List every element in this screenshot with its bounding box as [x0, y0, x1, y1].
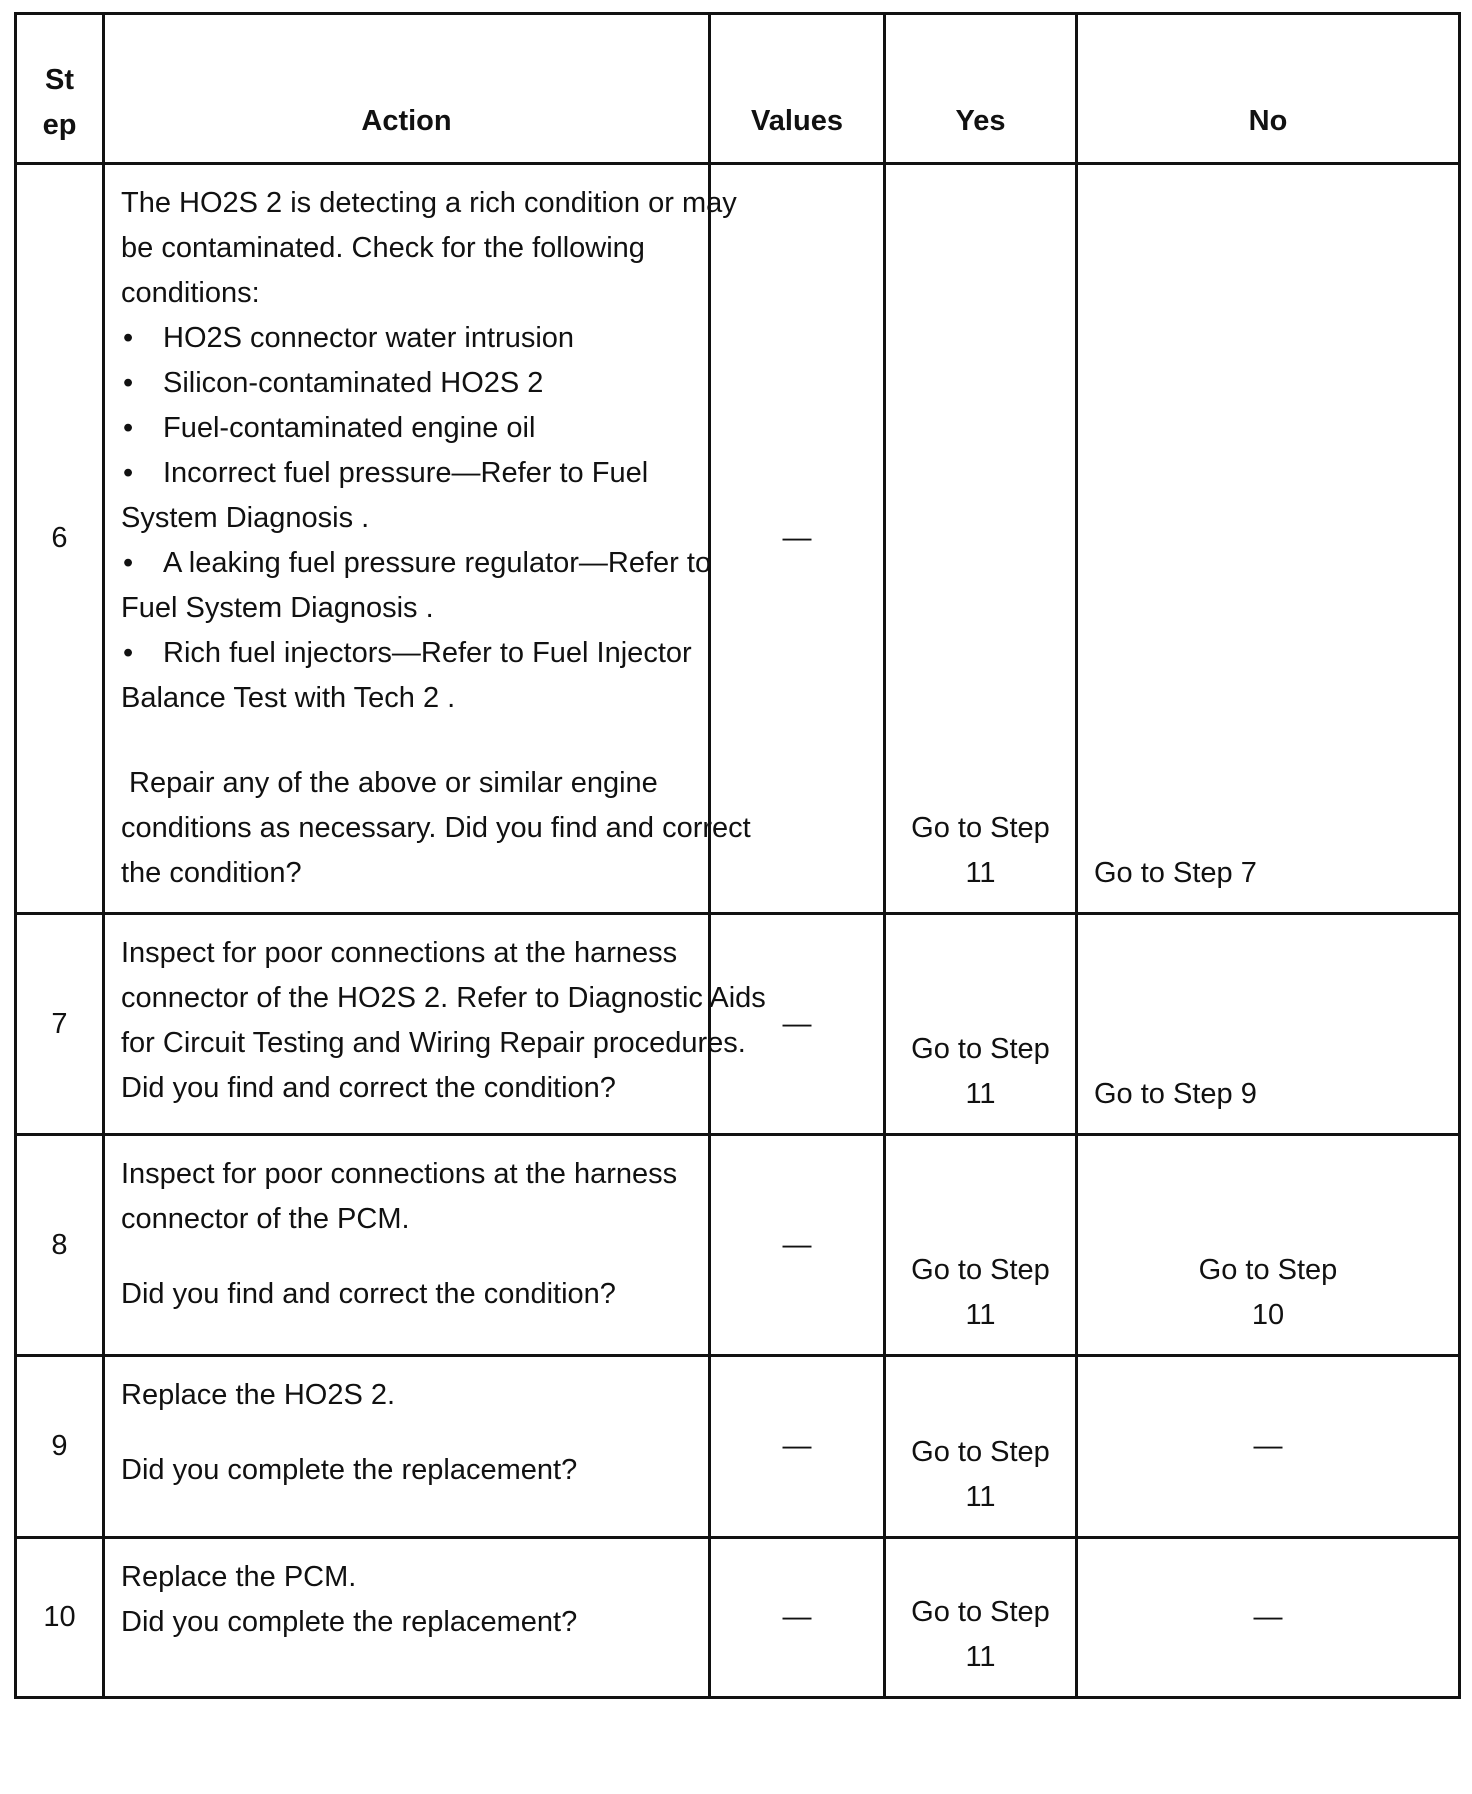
bullet-icon: • [123, 547, 134, 579]
bullet-continuation: Fuel System Diagnosis . [121, 592, 434, 624]
yes-link[interactable]: Go to Step 11 [885, 1135, 1077, 1356]
values-cell: — [710, 1356, 885, 1538]
values-cell: — [710, 1135, 885, 1356]
bullet-icon: • [123, 412, 134, 444]
header-step-line2: ep [42, 109, 77, 141]
values-cell: — [710, 1538, 885, 1698]
bullet-continuation: System Diagnosis . [121, 502, 370, 534]
bullet-icon: • [123, 457, 134, 489]
header-no: No [1077, 14, 1460, 164]
header-yes: Yes [885, 14, 1077, 164]
step-number: 6 [16, 164, 104, 914]
table-row-step-8 [16, 1135, 1460, 1356]
bullet-icon: • [123, 367, 134, 399]
table-row-step-9 [16, 1356, 1460, 1538]
no-link[interactable]: Go to Step 7 [1077, 164, 1460, 914]
action-line: conditions as necessary. Did you find and correct [121, 812, 751, 844]
bullet-item: • Incorrect fuel pressure—Refer to Fuel [121, 451, 688, 496]
action-line: Repair any of the above or similar engine [121, 767, 658, 799]
bullet-icon: • [123, 637, 134, 669]
table-row-step-10 [16, 1538, 1460, 1698]
values-cell: — [710, 164, 885, 914]
no-link[interactable]: Go to Step 9 [1077, 914, 1460, 1135]
action-cell: Inspect for poor connections at the harness connector of the PCM. Did you find and correct the condition? [104, 1135, 710, 1356]
action-line: The HO2S 2 is detecting a rich condition or may [121, 187, 737, 219]
no-cell: — [1077, 1538, 1460, 1698]
action-line: be contaminated. Check for the following [121, 232, 645, 264]
diagnostic-table [14, 12, 1461, 1699]
table-row-step-7 [16, 914, 1460, 1135]
yes-link[interactable]: Go to Step 11 [885, 164, 1077, 914]
header-step [16, 14, 104, 164]
table-row-step-6 [16, 164, 1460, 914]
step-number: 7 [16, 914, 104, 1135]
bullet-item: • A leaking fuel pressure regulator—Refer to [121, 541, 688, 586]
bullet-item: • Fuel-contaminated engine oil [121, 406, 688, 451]
header-action: Action [104, 14, 710, 164]
action-line: conditions: [121, 277, 260, 309]
action-line: the condition? [121, 857, 302, 889]
step-number: 8 [16, 1135, 104, 1356]
header-row [16, 14, 1460, 164]
bullet-continuation: Balance Test with Tech 2 . [121, 682, 456, 714]
step-number: 10 [16, 1538, 104, 1698]
yes-link[interactable]: Go to Step 11 [885, 914, 1077, 1135]
step-number: 9 [16, 1356, 104, 1538]
header-step-line1: St [45, 64, 74, 96]
bullet-item: • Silicon-contaminated HO2S 2 [121, 361, 688, 406]
action-cell: Replace the PCM. Did you complete the replacement? [104, 1538, 710, 1698]
action-cell [104, 164, 751, 914]
action-cell: Replace the HO2S 2. Did you complete the replacement? [104, 1356, 710, 1538]
header-values: Values [710, 14, 885, 164]
yes-link[interactable]: Go to Step 11 [885, 1356, 1077, 1538]
no-cell: — [1077, 1356, 1460, 1538]
no-link[interactable]: Go to Step 10 [1077, 1135, 1460, 1356]
values-cell: — [710, 914, 885, 1135]
bullet-icon: • [123, 322, 134, 354]
yes-link[interactable]: Go to Step 11 [885, 1538, 1077, 1698]
bullet-item: • HO2S connector water intrusion [121, 316, 688, 361]
action-cell: Inspect for poor connections at the harness connector of the HO2S 2. Refer to Diagnostic Aids for Circuit Testing and Wiring Repair procedures. Did you find and correct the condition? [104, 914, 710, 1135]
bullet-item: • Rich fuel injectors—Refer to Fuel Injector [121, 631, 688, 676]
